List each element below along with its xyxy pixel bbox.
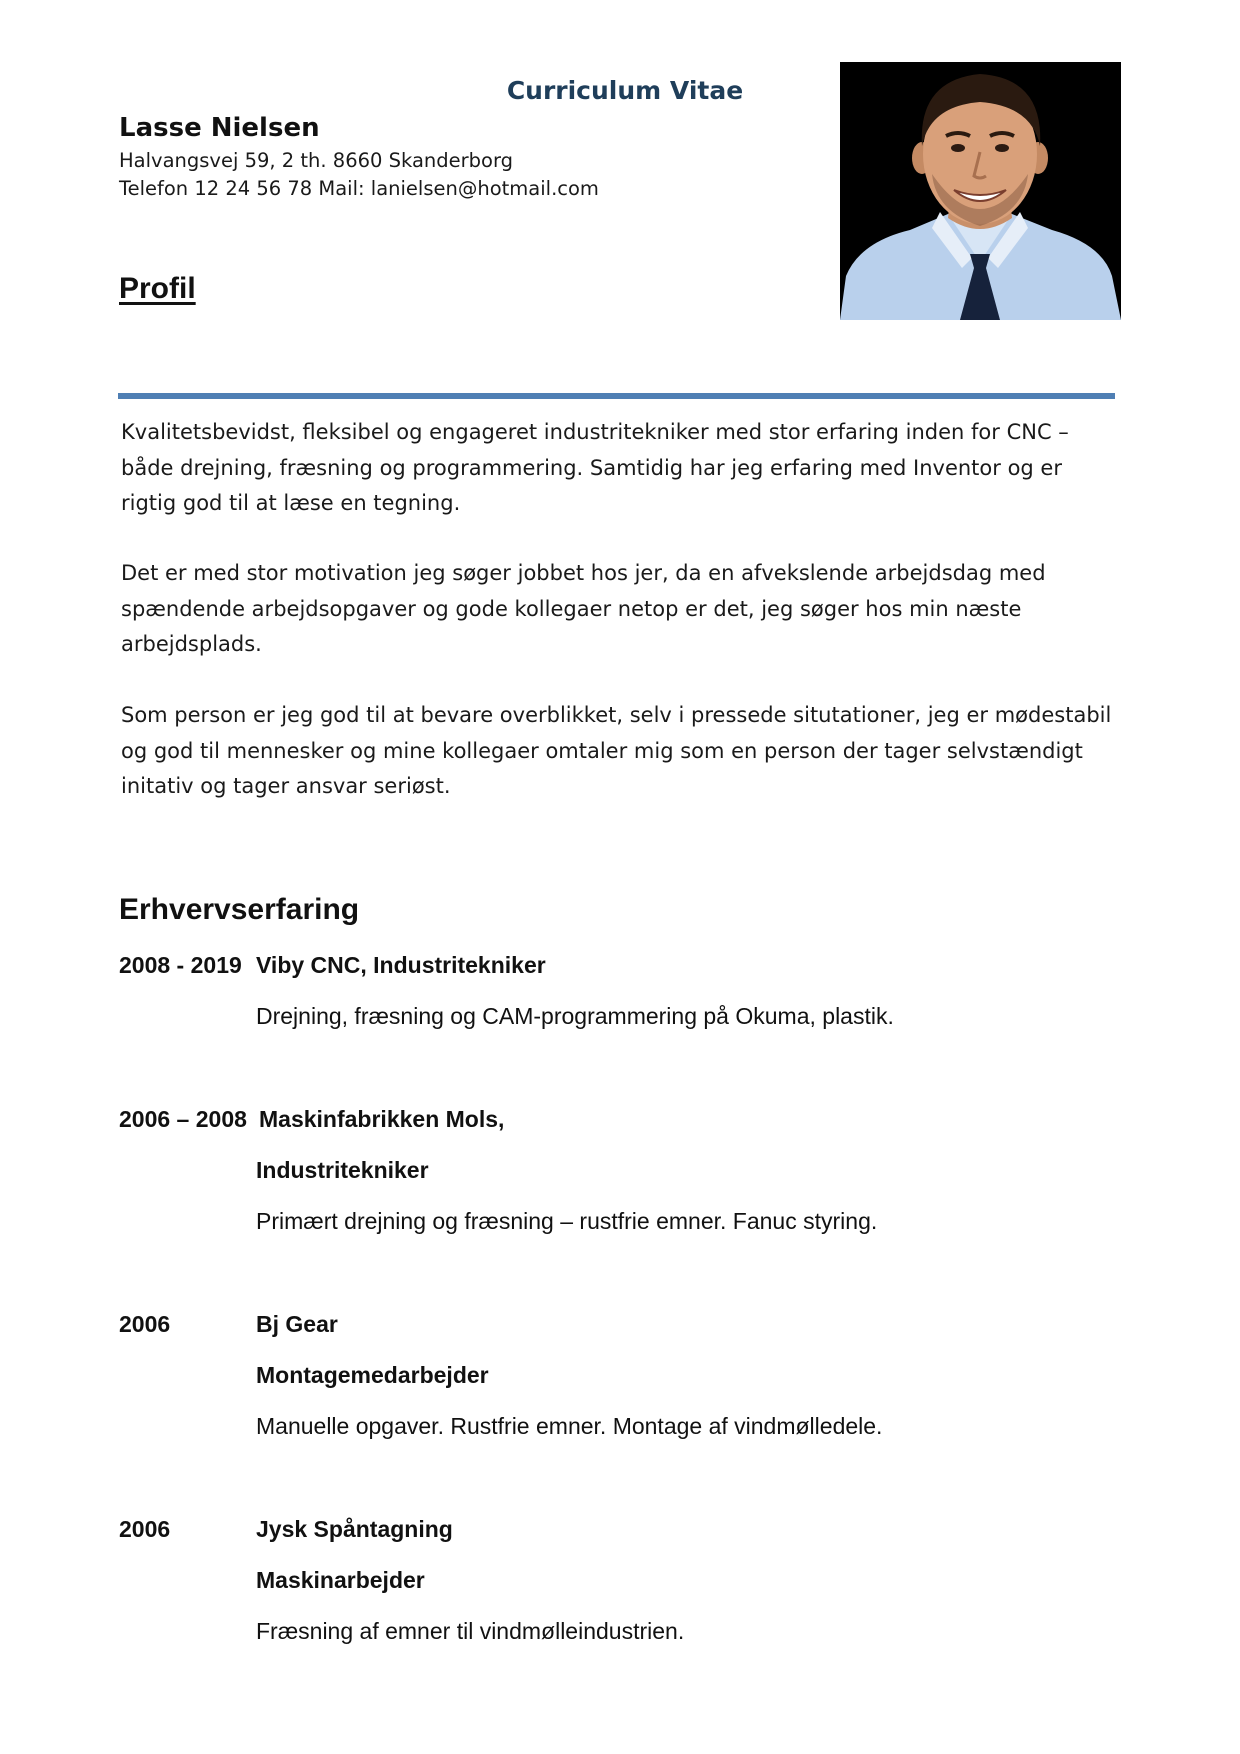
job-description: Drejning, fræsning og CAM-programmering på Okuma, plastik.	[256, 1003, 894, 1029]
job-years: 2008 - 2019	[119, 952, 242, 978]
document-title: Curriculum Vitae	[506, 76, 744, 105]
section-divider	[118, 393, 1115, 399]
job-years: 2006	[119, 1516, 171, 1542]
profile-heading: Profil	[119, 272, 196, 305]
job-company: Jysk Spåntagning	[256, 1516, 453, 1542]
job-years: 2006 – 2008	[119, 1106, 247, 1132]
job-title: Industritekniker	[256, 1157, 429, 1183]
experience-heading: Erhvervserfaring	[119, 893, 360, 926]
job-company: Bj Gear	[256, 1311, 338, 1337]
job-company: Maskinfabrikken Mols,	[259, 1106, 505, 1132]
job-title: Maskinarbejder	[256, 1567, 425, 1593]
address-line: Halvangsvej 59, 2 th. 8660 Skanderborg	[119, 149, 513, 172]
profile-paragraph: Det er med stor motivation jeg søger jobbet hos jer, da en afvekslende arbejdsdag med spændende arbejdsopgaver og gode kollegaer netop er det, jeg søger hos min næste arbejdsplads.	[121, 561, 1046, 656]
job-years: 2006	[119, 1311, 171, 1337]
job-description: Primært drejning og fræsning – rustfrie emner. Fanuc styring.	[256, 1208, 878, 1234]
job-description: Fræsning af emner til vindmølleindustrien.	[256, 1618, 685, 1644]
profile-paragraph: Som person er jeg god til at bevare overblikket, selv i pressede situtationer, jeg er mødestabil og god til mennesker og mine kollegaer omtaler mig som en person der tager selvstændigt initativ og tager ansvar seriøst.	[121, 703, 1112, 798]
job-title: Montagemedarbejder	[256, 1362, 489, 1388]
profile-paragraph: Kvalitetsbevidst, fleksibel og engageret industritekniker med stor erfaring inden for CNC – både drejning, fræsning og programmering. Samtidig har jeg erfaring med Inventor og er rigtig god til at læse en tegning.	[121, 420, 1069, 515]
job-description: Manuelle opgaver. Rustfrie emner. Montage af vindmølledele.	[256, 1413, 883, 1439]
applicant-name: Lasse Nielsen	[119, 113, 320, 143]
job-company: Viby CNC, Industritekniker	[256, 952, 546, 978]
profile-photo	[840, 62, 1121, 320]
contact-line: Telefon 12 24 56 78 Mail: lanielsen@hotmail.com	[119, 177, 599, 200]
